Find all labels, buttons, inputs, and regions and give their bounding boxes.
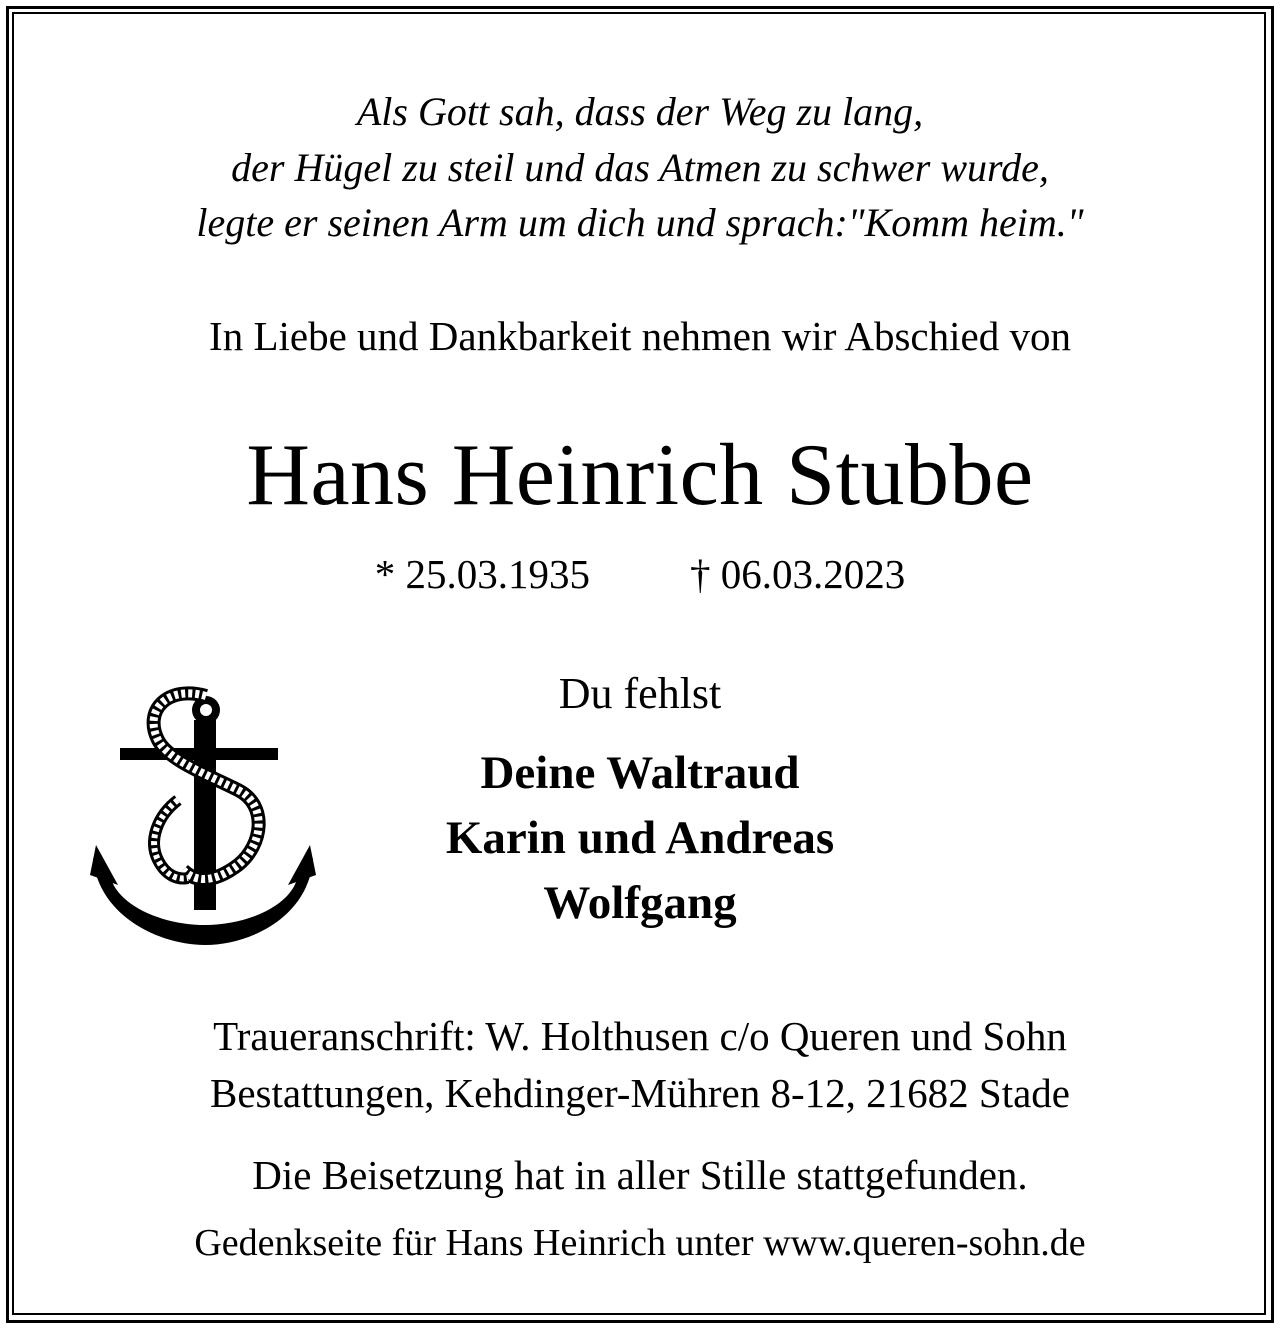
message-text: Du fehlst <box>558 669 722 718</box>
poem-line-2: der Hügel zu steil und das Atmen zu schwer wurde, <box>231 145 1049 190</box>
mourner-2: Karin und Andreas <box>445 812 835 864</box>
birth-date: * 25.03.1935 <box>374 551 590 597</box>
life-dates <box>0 551 1280 597</box>
mourner-3: Wolfgang <box>543 877 737 929</box>
burial-note: Die Beisetzung hat in aller Stille stattgefunden. <box>252 1152 1028 1198</box>
address-line-1: Traueranschrift: W. Holthusen c/o Queren und Sohn <box>213 1013 1067 1059</box>
address-line-2: Bestattungen, Kehdinger-Mühren 8-12, 21682 Stade <box>210 1070 1070 1116</box>
memorial-page-link[interactable]: Gedenkseite für Hans Heinrich unter www.queren-sohn.de <box>194 1222 1086 1264</box>
deceased-name: Hans Heinrich Stubbe <box>246 427 1034 524</box>
poem-line-3: legte er seinen Arm um dich und sprach:"Komm heim." <box>196 200 1084 245</box>
mourner-1: Deine Waltraud <box>480 747 800 799</box>
death-date: † 06.03.2023 <box>690 551 906 597</box>
intro-text: In Liebe und Dankbarkeit nehmen wir Abschied von <box>209 313 1071 359</box>
poem-line-1: Als Gott sah, dass der Weg zu lang, <box>356 89 924 134</box>
